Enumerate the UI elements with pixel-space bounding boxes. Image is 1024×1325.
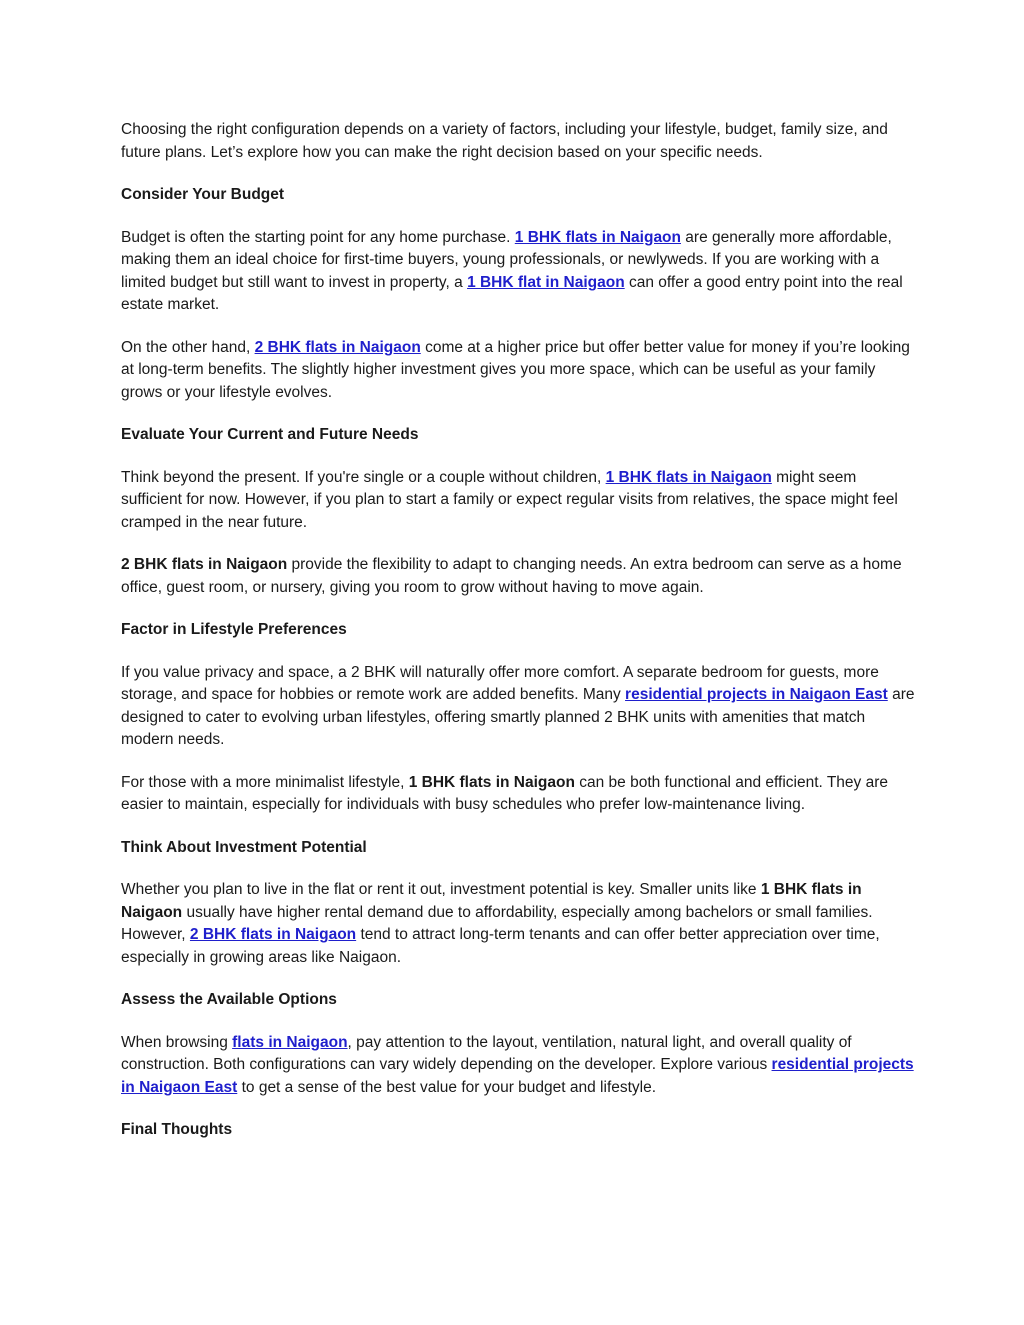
budget-paragraph-2: On the other hand, 2 BHK flats in Naigaon come at a higher price but offer better value for money if you’re looking at long-term benefits. The slightly higher investment gives you more space, which can be useful as your family grows or your lifestyle evolves. <box>121 338 910 401</box>
link-1bhk-flats-naigaon[interactable]: 1 BHK flats in Naigaon <box>514 228 681 246</box>
lifestyle-paragraph-1: If you value privacy and space, a 2 BHK will naturally offer more comfort. A separate bedroom for guests, more storage, and space for hobbies or remote work are added benefits. Many residential projects in Naigaon East are designed to cater to evolving urban lifestyles, offering smartly planned 2 BHK units with amenities that match modern needs. <box>121 663 915 748</box>
bold-1bhk-flats-naigaon: 1 BHK flats in Naigaon <box>408 773 575 791</box>
options-paragraph: When browsing flats in Naigaon, pay attention to the layout, ventilation, natural light, and overall quality of construction. Both configurations can vary widely depending on the developer. Explore various residential projects in Naigaon East to get a sense of the best value for your budget and lifestyle. <box>121 1033 914 1096</box>
link-residential-projects-naigaon-east[interactable]: residential projects in Naigaon East <box>121 1056 914 1096</box>
link-1bhk-flat-naigaon[interactable]: 1 BHK flat in Naigaon <box>467 273 625 291</box>
needs-paragraph-2: 2 BHK flats in Naigaon provide the flexibility to adapt to changing needs. An extra bedroom can serve as a home office, guest room, or nursery, giving you room to grow without having to move again. <box>121 556 902 596</box>
heading-consider-budget: Consider Your Budget <box>121 186 285 203</box>
document-page <box>121 119 921 1162</box>
link-1bhk-flats-naigaon[interactable]: 1 BHK flats in Naigaon <box>605 468 772 486</box>
intro-paragraph: Choosing the right configuration depends on a variety of factors, including your lifestyle, budget, family size, and future plans. Let’s explore how you can make the right decision based on your specific needs. <box>121 121 888 161</box>
heading-investment-potential: Think About Investment Potential <box>121 838 367 856</box>
budget-paragraph-1: Budget is often the starting point for any home purchase. 1 BHK flats in Naigaon are generally more affordable, making them an ideal choice for first-time buyers, young professionals, or newlyweds. If you are working with a limited budget but still want to invest in property, a 1 BHK flat in Naigaon can offer a good entry point into the real estate market. <box>121 228 903 313</box>
needs-paragraph-1: Think beyond the present. If you're single or a couple without children, 1 BHK flats in Naigaon might seem sufficient for now. However, if you plan to start a family or expect regular visits from relatives, the space might feel cramped in the near future. <box>121 468 898 531</box>
bold-2bhk-flats-naigaon: 2 BHK flats in Naigaon <box>121 556 288 573</box>
investment-paragraph: Whether you plan to live in the flat or rent it out, investment potential is key. Smaller units like 1 BHK flats in Naigaon usually have higher rental demand due to affordability, especially among bachelors or small families. However, 2 BHK flats in Naigaon tend to attract long-term tenants and can offer better appreciation over time, especially in growing areas like Naigaon. <box>121 881 880 966</box>
link-2bhk-flats-naigaon[interactable]: 2 BHK flats in Naigaon <box>254 338 421 356</box>
link-2bhk-flats-naigaon[interactable]: 2 BHK flats in Naigaon <box>189 926 357 943</box>
link-flats-naigaon[interactable]: flats in Naigaon <box>232 1033 348 1051</box>
lifestyle-paragraph-2: For those with a more minimalist lifestyle, 1 BHK flats in Naigaon can be both functional and efficient. They are easier to maintain, especially for individuals with busy schedules who prefer low-maintenance living. <box>121 773 889 813</box>
bold-1bhk-flats-naigaon: 1 BHK flats in Naigaon <box>121 881 862 921</box>
heading-evaluate-needs: Evaluate Your Current and Future Needs <box>121 426 419 443</box>
heading-final-thoughts: Final Thoughts <box>121 1121 233 1138</box>
heading-lifestyle-preferences: Factor in Lifestyle Preferences <box>121 621 347 638</box>
heading-available-options: Assess the Available Options <box>121 991 337 1008</box>
link-residential-projects-naigaon-east[interactable]: residential projects in Naigaon East <box>625 686 888 703</box>
